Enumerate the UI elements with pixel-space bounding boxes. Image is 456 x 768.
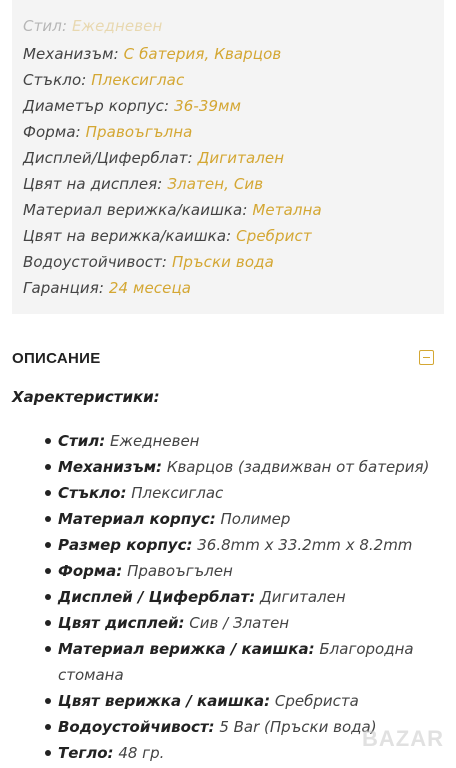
spec-row-case-diameter: Диаметър корпус: 36-39мм [23, 97, 241, 115]
spec-row-warranty: Гаранция: 24 месеца [23, 279, 192, 297]
list-item: Механизъм: Кварцов (задвижван от батерия) [58, 454, 448, 480]
spec-row-glass: Стъкло: Плексиглас [23, 71, 185, 89]
spec-row-strap-material: Материал верижка/каишка: Метална [23, 201, 322, 219]
list-item: Водоустойчивост: 5 Bar (Пръски вода) [58, 714, 448, 740]
spec-row-display: Дисплей/Циферблат: Дигитален [23, 149, 285, 167]
list-item: Цвят верижка / каишка: Сребриста [58, 688, 448, 714]
spec-row-display-color: Цвят на дисплея: Златен, Сив [23, 175, 264, 193]
list-item: Стъкло: Плексиглас [58, 480, 448, 506]
bazar-watermark-logo: BAZAR [362, 726, 444, 751]
description-title: ОПИСАНИЕ [12, 350, 101, 367]
list-item: Стил: Ежедневен [58, 428, 448, 454]
characteristics-heading: Харектеристики: [12, 388, 160, 406]
list-item: Цвят дисплей: Сив / Златен [58, 610, 448, 636]
list-item: Материал верижка / каишка: Благородна стомана [58, 636, 448, 688]
list-item: Размер корпус: 36.8mm x 33.2mm x 8.2mm [58, 532, 448, 558]
description-header[interactable] [12, 348, 440, 370]
spec-row-mechanism: Механизъм: С батерия, Кварцов [23, 45, 282, 63]
list-item: Материал корпус: Полимер [58, 506, 448, 532]
spec-row-strap-color: Цвят на верижка/каишка: Сребрист [23, 227, 312, 245]
list-item: Форма: Правоъгълен [58, 558, 448, 584]
list-item: Тегло: 48 гр. [58, 740, 448, 766]
spec-row-water-resistance: Водоустойчивост: Пръски вода [23, 253, 274, 271]
list-item: Дисплей / Циферблат: Дигитален [58, 584, 448, 610]
spec-row-style: Стил: Ежедневен [23, 17, 163, 35]
specs-panel [12, 0, 444, 314]
spec-row-shape: Форма: Правоъгълна [23, 123, 193, 141]
minus-square-icon[interactable] [419, 350, 434, 365]
